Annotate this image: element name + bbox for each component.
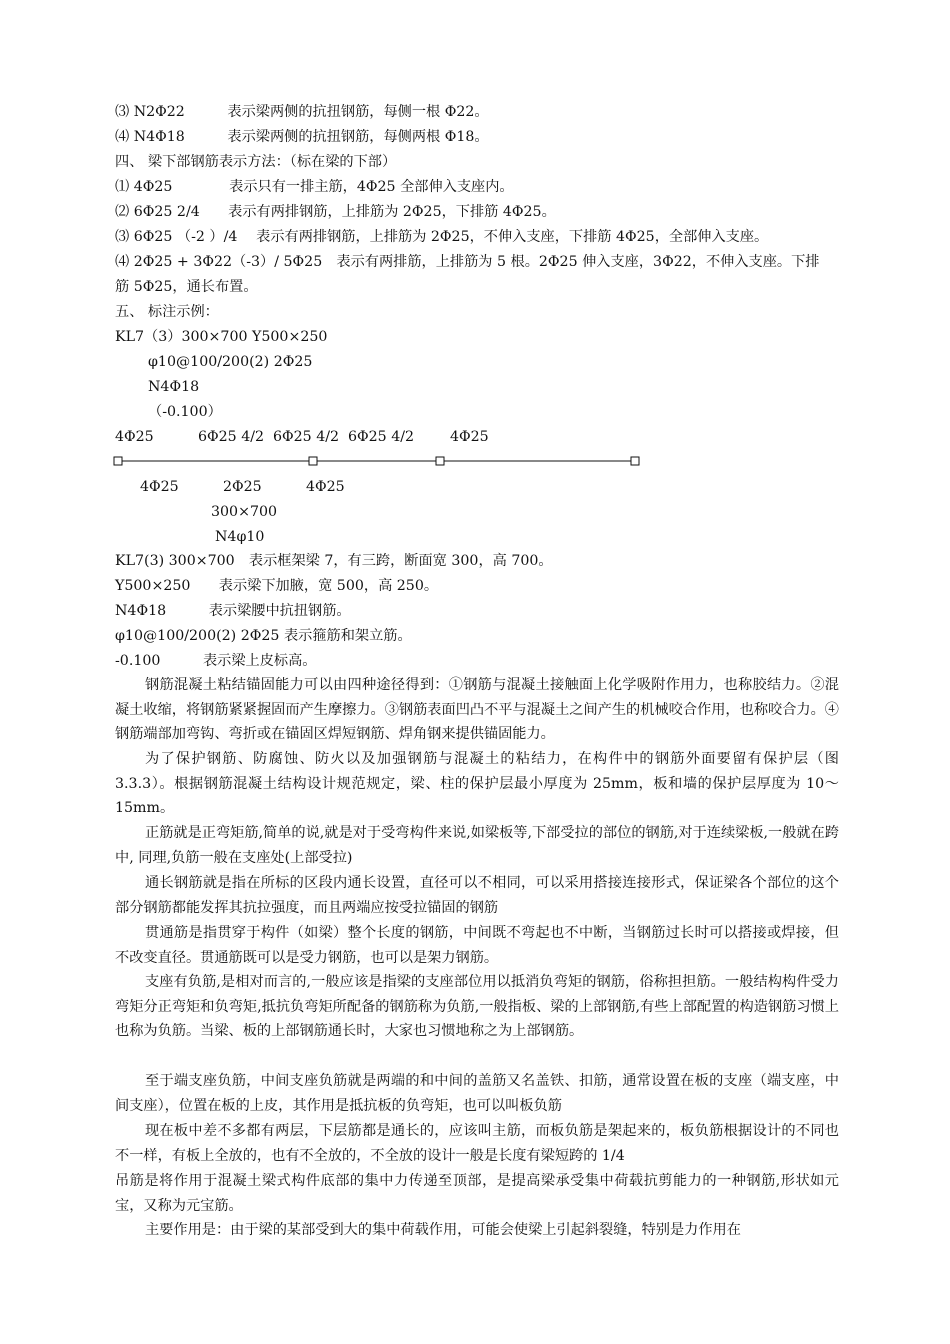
text-line: φ10@100/200(2) 2Φ25 表示箍筋和架立筋。 — [115, 628, 412, 644]
paragraph: 吊筋是将作用于混凝土梁式构件底部的集中力传递至顶部，是提高梁承受集中荷载抗剪能力的一种钢筋,形状如元宝，又称为元宝筋。 — [115, 1173, 839, 1214]
text-line: N4Φ18 表示梁腰中抗扭钢筋。 — [115, 603, 351, 619]
paragraph: 正筋就是正弯矩筋,简单的说,就是对于受弯构件来说,如梁板等,下部受拉的部位的钢筋,对于连续梁板,一般就在跨中, 同理,负筋一般在支座处(上部受拉) — [115, 825, 839, 866]
paragraph: 主要作用是：由于梁的某部受到大的集中荷载作用，可能会使梁上引起斜裂缝，特别是力作用在 — [145, 1222, 741, 1238]
text-line: Y500×250 表示梁下加腋，宽 500，高 250。 — [115, 578, 439, 594]
bottom-bar-label: 2Φ25 — [223, 479, 262, 495]
beam-label: KL7（3）300×700 Y500×250 — [115, 329, 328, 345]
paragraph: 至于端支座负筋，中间支座负筋就是两端的和中间的盖筋又名盖铁、扣筋，通常设置在板的支座（端支座，中间支座），位置在板的上皮，其作用是抵抗板的负弯矩，也可以叫板负筋 — [115, 1073, 839, 1114]
top-bar-label: 6Φ25 4/2 — [198, 429, 265, 445]
torsion-label: N4Φ18 — [148, 379, 200, 395]
support-node — [309, 457, 317, 465]
stirrup-label: φ10@100/200(2) 2Φ25 — [148, 354, 313, 370]
support-node — [114, 457, 122, 465]
top-bar-label: 4Φ25 — [450, 429, 489, 445]
top-bar-label: 4Φ25 — [115, 429, 154, 445]
section-label: 300×700 — [211, 504, 278, 520]
paragraph: 通长钢筋就是指在所标的区段内通长设置，直径可以不相同，可以采用搭接连接形式，保证梁各个部位的这个部分钢筋都能发挥其抗拉强度，而且两端应按受拉锚固的钢筋 — [115, 875, 839, 916]
text-line: ⑶ 6Φ25 （-2 ）/4 表示有两排钢筋，上排筋为 2Φ25，不伸入支座，下排筋 4Φ25，全部伸入支座。 — [115, 229, 769, 245]
support-node — [436, 457, 444, 465]
paragraph: 钢筋混凝土粘结锚固能力可以由四种途径得到：①钢筋与混凝土接触面上化学吸附作用力，也称胶结力。②混凝土收缩，将钢筋紧紧握固而产生摩擦力。③钢筋表面凹凸不平与混凝土之间产生的机械咬合作用，也称咬合力。④钢筋端部加弯钩、弯折或在锚固区焊短钢筋、焊角钢来提供锚固能力。 — [115, 677, 839, 742]
paragraph: 为了保护钢筋、防腐蚀、防火以及加强钢筋与混凝土的粘结力，在构件中的钢筋外面要留有保护层（图 3.3.3）。根据钢筋混凝土结构设计规范规定，梁、柱的保护层最小厚度为 25mm，板和墙的保护层厚度为 10～15mm。 — [115, 751, 839, 816]
text-line: -0.100 表示梁上皮标高。 — [115, 653, 317, 669]
text-line: KL7(3) 300×700 表示框架梁 7，有三跨，断面宽 300，高 700。 — [115, 553, 553, 569]
paragraph: 贯通筋是指贯穿于构件（如梁）整个长度的钢筋，中间既不弯起也不中断，当钢筋过长时可以搭接或焊接，但不改变直径。贯通筋既可以是受力钢筋，也可以是架力钢筋。 — [115, 925, 839, 966]
bottom-bar-label: 4Φ25 — [306, 479, 345, 495]
elevation-label: （-0.100） — [148, 404, 222, 420]
paragraph: 现在板中差不多都有两层，下层筋都是通长的，应该叫主筋，而板负筋是架起来的，板负筋根据设计的不同也不一样，有板上全放的，也有不全放的，不全放的设计一般是长度有梁短跨的 1/4 — [115, 1123, 839, 1164]
section-torsion-label: N4φ10 — [215, 529, 265, 545]
text-line: ⑶ N2Φ22 表示梁两侧的抗扭钢筋，每侧一根 Φ22。 — [115, 104, 489, 120]
beam-diagram — [110, 452, 645, 470]
text-line: 筋 5Φ25，通长布置。 — [115, 279, 258, 295]
support-node — [631, 457, 639, 465]
top-bar-label: 6Φ25 4/2 — [273, 429, 340, 445]
text-line: ⑵ 6Φ25 2/4 表示有两排钢筋，上排筋为 2Φ25，下排筋 4Φ25。 — [115, 204, 556, 220]
text-line: ⑷ N4Φ18 表示梁两侧的抗扭钢筋，每侧两根 Φ18。 — [115, 129, 489, 145]
top-bar-label: 6Φ25 4/2 — [348, 429, 415, 445]
paragraph: 支座有负筋,是相对而言的,一般应该是指梁的支座部位用以抵消负弯矩的钢筋，俗称担担筋。一般结构构件受力弯矩分正弯矩和负弯矩,抵抗负弯矩所配备的钢筋称为负筋,一般指板、梁的上部钢筋,有些上部配置的构造钢筋习惯上也称为负筋。当梁、板的上部钢筋通长时，大家也习惯地称之为上部钢筋。 — [115, 974, 839, 1039]
text-line: ⑷ 2Φ25 + 3Φ22（-3）/ 5Φ25 表示有两排筋，上排筋为 5 根。2Φ25 伸入支座，3Φ22，不伸入支座。下排 — [115, 254, 820, 270]
section-heading: 四、 梁下部钢筋表示方法：（标在梁的下部） — [115, 154, 397, 170]
text-line: ⑴ 4Φ25 表示只有一排主筋，4Φ25 全部伸入支座内。 — [115, 179, 514, 195]
section-heading: 五、 标注示例： — [115, 304, 219, 320]
bottom-bar-label: 4Φ25 — [140, 479, 179, 495]
